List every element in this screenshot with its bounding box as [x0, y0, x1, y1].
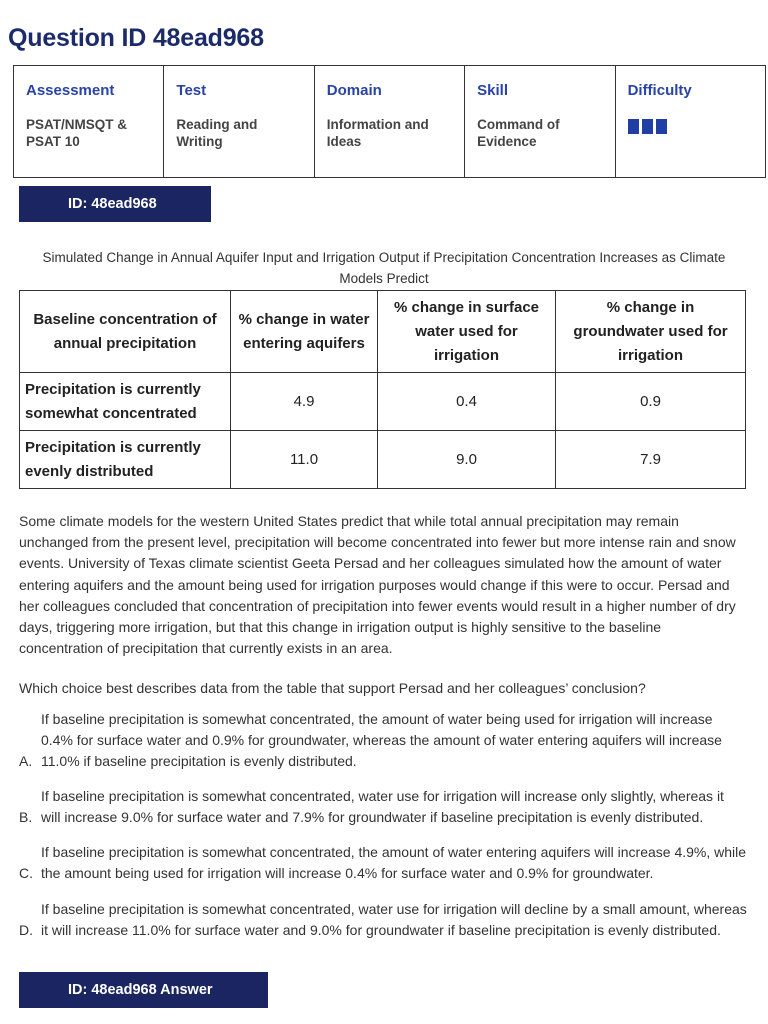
- meta-difficulty-header: Difficulty: [627, 82, 692, 99]
- choice-text: If baseline precipitation is somewhat concentrated, the amount of water being used for irrigation will increase 0.4% for surface water and 0.9% for groundwater, whereas the amount of water entering aquifers will increase 11.0% if baseline precipitation is evenly distributed.: [41, 711, 722, 770]
- choice-letter: A.: [19, 753, 33, 770]
- table-cell: 4.9: [231, 373, 378, 431]
- data-table: [19, 290, 746, 489]
- answer-id-badge: ID: 48ead968 Answer: [19, 972, 268, 1008]
- choice-letter: C.: [19, 865, 33, 882]
- table-caption: Simulated Change in Annual Aquifer Input and Irrigation Output if Precipitation Concentration Increases as Climate Models Predict: [42, 250, 726, 286]
- choice-text: If baseline precipitation is somewhat concentrated, the amount of water entering aquifers will increase 4.9%, while the amount being used for irrigation will increase 0.4% for surface water and 0.9% for groundwater.: [41, 844, 747, 882]
- question-id-badge: ID: 48ead968: [19, 186, 211, 222]
- page-title: Question ID 48ead968: [8, 24, 264, 52]
- table-row-header: Precipitation is currently evenly distributed: [20, 431, 231, 489]
- passage-text: Some climate models for the western United States predict that while total annual precipitation may remain unchanged from the present level, precipitation will become concentrated into fewer but more intense rain and snow events. University of Texas climate scientist Geeta Persad and her colleagues simulated how the amount of water entering aquifers and the amount being used for irrigation purposes would change if this were to occur. Persad and her colleagues concluded that concentration of precipitation into fewer events would result in a higher number of dry days, triggering more irrigation, but that this change in irrigation output is highly sensitive to the baseline concentration of precipitation that currently exists in an area.: [19, 513, 736, 657]
- meta-domain-value: Information and Ideas: [326, 117, 429, 149]
- meta-domain-header: Domain: [326, 82, 382, 99]
- table-header-row: [20, 291, 746, 373]
- answer-choice-b[interactable]: [19, 786, 747, 828]
- meta-domain-cell: [314, 66, 464, 178]
- table-cell: 7.9: [556, 431, 746, 489]
- question-stem: Which choice best describes data from the table that support Persad and her colleagues’ conclusion?: [19, 680, 646, 696]
- table-cell: 9.0: [378, 431, 556, 489]
- table-cell: 11.0: [231, 431, 378, 489]
- table-row-header: Precipitation is currently somewhat concentrated: [20, 373, 231, 431]
- choice-letter: B.: [19, 809, 33, 826]
- table-header-cell: % change in surface water used for irrigation: [378, 291, 556, 373]
- meta-test-header: Test: [176, 82, 207, 99]
- table-cell: 0.4: [378, 373, 556, 431]
- question-metadata-table: [13, 65, 766, 178]
- meta-test-cell: [164, 66, 314, 178]
- table-row: [20, 373, 746, 431]
- meta-assessment-header: Assessment: [26, 82, 115, 99]
- table-cell: 0.9: [556, 373, 746, 431]
- meta-difficulty-cell: [615, 66, 765, 178]
- difficulty-bar-3: [656, 119, 667, 134]
- difficulty-bar-1: [628, 119, 639, 134]
- table-header-cell: % change in groundwater used for irrigation: [556, 291, 746, 373]
- meta-test-value: Reading and Writing: [176, 117, 258, 149]
- difficulty-indicator: [628, 119, 753, 134]
- meta-skill-header: Skill: [477, 82, 509, 99]
- choice-text: If baseline precipitation is somewhat concentrated, water use for irrigation will increase only slightly, whereas it will increase 9.0% for surface water and 7.9% for groundwater if baseline precipitation is evenly distributed.: [41, 788, 724, 826]
- meta-assessment-cell: [14, 66, 164, 178]
- meta-skill-cell: [465, 66, 615, 178]
- answer-choice-d[interactable]: [19, 899, 747, 941]
- answer-choice-a[interactable]: [19, 709, 747, 773]
- table-row: [20, 431, 746, 489]
- choice-text: If baseline precipitation is somewhat concentrated, water use for irrigation will decline by a small amount, whereas it will increase 11.0% for surface water and 9.0% for groundwater if baseline precipitation is evenly distributed.: [41, 901, 747, 939]
- meta-skill-value: Command of Evidence: [477, 117, 560, 149]
- table-header-cell: % change in water entering aquifers: [231, 291, 378, 373]
- meta-assessment-value: PSAT/NMSQT & PSAT 10: [26, 117, 127, 149]
- answer-choice-c[interactable]: [19, 842, 747, 884]
- table-header-cell: Baseline concentration of annual precipitation: [20, 291, 231, 373]
- choice-letter: D.: [19, 922, 33, 939]
- difficulty-bar-2: [642, 119, 653, 134]
